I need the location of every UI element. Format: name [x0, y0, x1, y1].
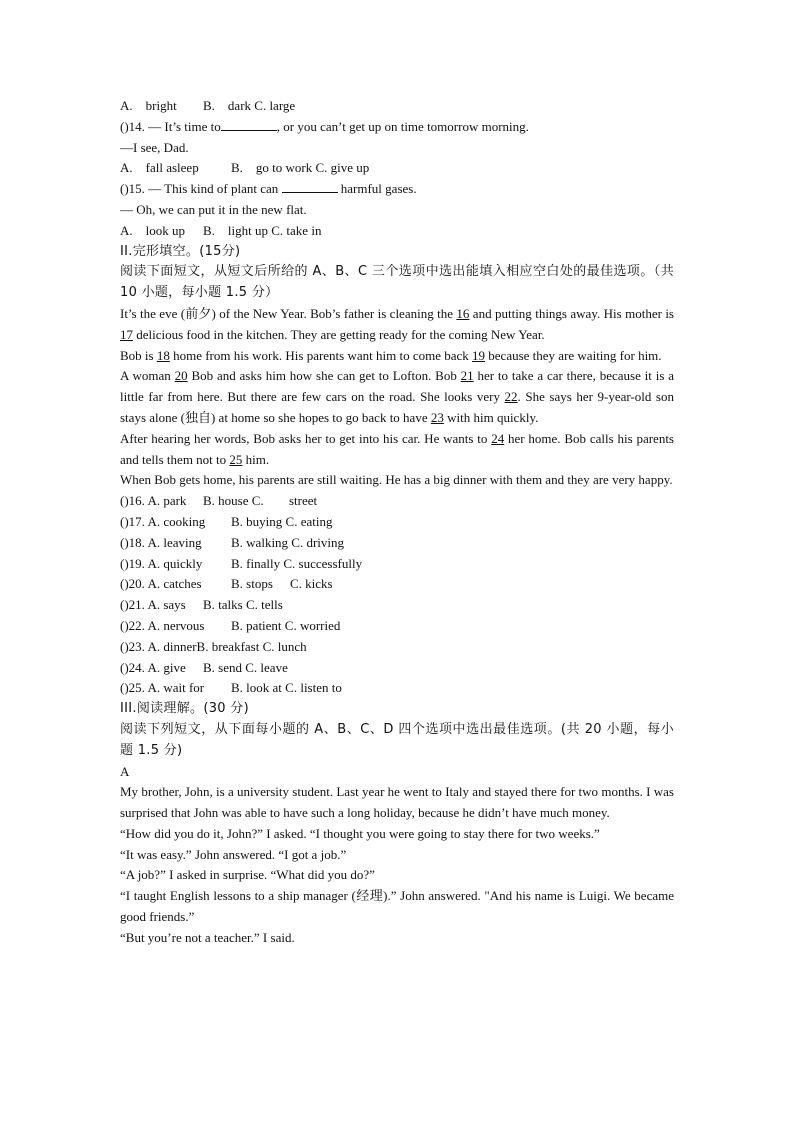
cloze-text: A woman — [120, 368, 175, 384]
option-b: B. talks C. tells — [203, 597, 283, 613]
option-a: ()20. A. catches — [120, 576, 202, 592]
blank-23: 23 — [430, 409, 444, 425]
q14-blank — [221, 118, 277, 131]
cloze-text: with him quickly. — [443, 409, 539, 425]
option-b: B. send C. leave — [203, 659, 288, 675]
option-a: ()22. A. nervous — [120, 617, 205, 633]
cloze-text: because they are waiting for him. — [485, 347, 662, 363]
section-3-title: III.阅读理解。(30 分) — [120, 701, 249, 717]
q14-stem-start: ()14. — It’s time to — [120, 118, 221, 134]
q15-options — [120, 221, 674, 242]
q15-reply: — Oh, we can put it in the new flat. — [120, 201, 307, 217]
blank-19: 19 — [472, 347, 486, 363]
option-c: street — [289, 493, 318, 509]
option-a: ()18. A. leaving — [120, 534, 202, 550]
option-a: ()21. A. says — [120, 597, 186, 613]
cloze-text: her to take a car there, because it is a little far from here. But there are few cars on the road. She looks very — [120, 368, 674, 405]
option-b: B. stops — [231, 576, 273, 592]
option-row-23 — [120, 637, 674, 658]
option-row-20 — [120, 574, 674, 595]
option-a: ()19. A. quickly — [120, 555, 203, 571]
blank-16: 16 — [456, 305, 470, 321]
section-3-instruction: 阅读下列短文，从下面每小题的 A、B、C、D 四个选项中选出最佳选项。(共 20 小题，每小题 1.5 分) — [120, 721, 674, 758]
passage-a — [120, 782, 674, 948]
cloze-text: her home. Bob calls his parents and tells them not to — [120, 430, 674, 467]
q15-stem-end: harmful gases. — [337, 181, 417, 197]
cloze-paragraph-4 — [120, 429, 674, 471]
option-row-21 — [120, 595, 674, 616]
cloze-text: him. — [242, 451, 270, 467]
cloze-paragraph-1 — [120, 304, 674, 346]
option-row-19 — [120, 554, 674, 575]
q13-option-b: B. dark C. large — [203, 98, 296, 113]
option-a: ()16. A. park — [120, 493, 187, 509]
blank-17: 17 — [120, 326, 133, 342]
passage-paragraph: “I taught English lessons to a ship manager (经理).” John answered. "And his name is Luigi. We became good friends.” — [120, 888, 674, 925]
cloze-text: . She says her 9-year-old son stays alone (独自) at home so she hopes to go back to have — [120, 389, 674, 425]
passage-paragraph: “It was easy.” John answered. “I got a job.” — [120, 846, 347, 862]
option-row-16 — [120, 491, 674, 512]
q15-stem — [120, 179, 674, 200]
q14-options — [120, 158, 674, 179]
cloze-text: After hearing her words, Bob asks her to get into his car. He wants to — [120, 430, 492, 446]
option-a: ()24. A. give — [120, 659, 186, 675]
passage-paragraph: “But you’re not a teacher.” I said. — [120, 929, 295, 945]
q15-stem-start: ()15. — This kind of plant can — [120, 181, 282, 197]
section-2-instruction: 阅读下面短文，从短文后所给的 A、B、C 三个选项中选出能填入相应空白处的最佳选项。（共 10 小题，每小题 1.5 分） — [120, 264, 674, 301]
cloze-text: delicious food in the kitchen. They are getting ready for the coming New Year. — [133, 326, 545, 342]
passage-paragraph: “A job?” I asked in surprise. “What did you do?” — [120, 867, 375, 883]
q15-option-a: A. look up — [120, 222, 185, 238]
option-c: C. kicks — [290, 576, 333, 592]
blank-21: 21 — [460, 368, 474, 384]
option-b: B. look at C. listen to — [231, 680, 342, 696]
blank-18: 18 — [156, 347, 170, 363]
blank-25: 25 — [229, 451, 243, 467]
cloze-text: and putting things away. His mother is — [469, 305, 674, 321]
cloze-paragraph-3 — [120, 366, 674, 428]
q14-option-b: B. go to work C. give up — [231, 160, 370, 176]
q13-options — [120, 96, 674, 117]
option-row-18 — [120, 533, 674, 554]
passage-paragraph: “How did you do it, John?” I asked. “I thought you were going to stay there for two weeks.” — [120, 825, 600, 841]
section-2-title: II.完形填空。(15分) — [120, 243, 241, 259]
option-b: B. patient C. worried — [231, 617, 341, 633]
passage-paragraph: My brother, John, is a university student. Last year he went to Italy and stayed there for two months. I was surprised that John was able to have such a long holiday, because he didn’t have much money. — [120, 784, 674, 821]
blank-20: 20 — [174, 368, 188, 384]
cloze-paragraph-5: When Bob gets home, his parents are still waiting. He has a big dinner with them and they are very happy. — [120, 472, 673, 488]
q13-option-a: A. bright — [120, 98, 177, 113]
option-b: B. walking C. driving — [231, 534, 345, 550]
q14-reply: —I see, Dad. — [120, 139, 189, 155]
passage-label: A — [120, 763, 130, 779]
cloze-text: home from his work. His parents want him to come back — [169, 347, 473, 363]
option-b: B. buying C. eating — [231, 513, 333, 529]
cloze-text: Bob and asks him how she can get to Lofton. Bob — [187, 368, 461, 384]
cloze-paragraph-2 — [120, 346, 674, 367]
q14-stem — [120, 117, 674, 138]
blank-24: 24 — [491, 430, 505, 446]
option-row-24 — [120, 658, 674, 679]
option-row-17 — [120, 512, 674, 533]
option-b: B. finally C. successfully — [231, 555, 363, 571]
cloze-text: Bob is — [120, 347, 157, 363]
exam-content — [120, 96, 674, 949]
option-b: B. house C. — [203, 493, 264, 509]
option-row-22 — [120, 616, 674, 637]
option-a: ()17. A. cooking — [120, 513, 206, 529]
q15-blank — [282, 180, 338, 193]
q14-stem-end: , or you can’t get up on time tomorrow morning. — [276, 118, 529, 134]
cloze-options — [120, 491, 674, 699]
q14-option-a: A. fall asleep — [120, 160, 199, 176]
option-a: ()25. A. wait for — [120, 680, 205, 696]
option-row-25 — [120, 678, 674, 699]
cloze-text: It’s the eve (前夕) of the New Year. Bob’s father is cleaning the — [120, 305, 457, 321]
q15-option-b: B. light up C. take in — [203, 222, 322, 238]
option-a: ()23. A. dinnerB. breakfast C. lunch — [120, 638, 307, 654]
blank-22: 22 — [504, 389, 518, 405]
